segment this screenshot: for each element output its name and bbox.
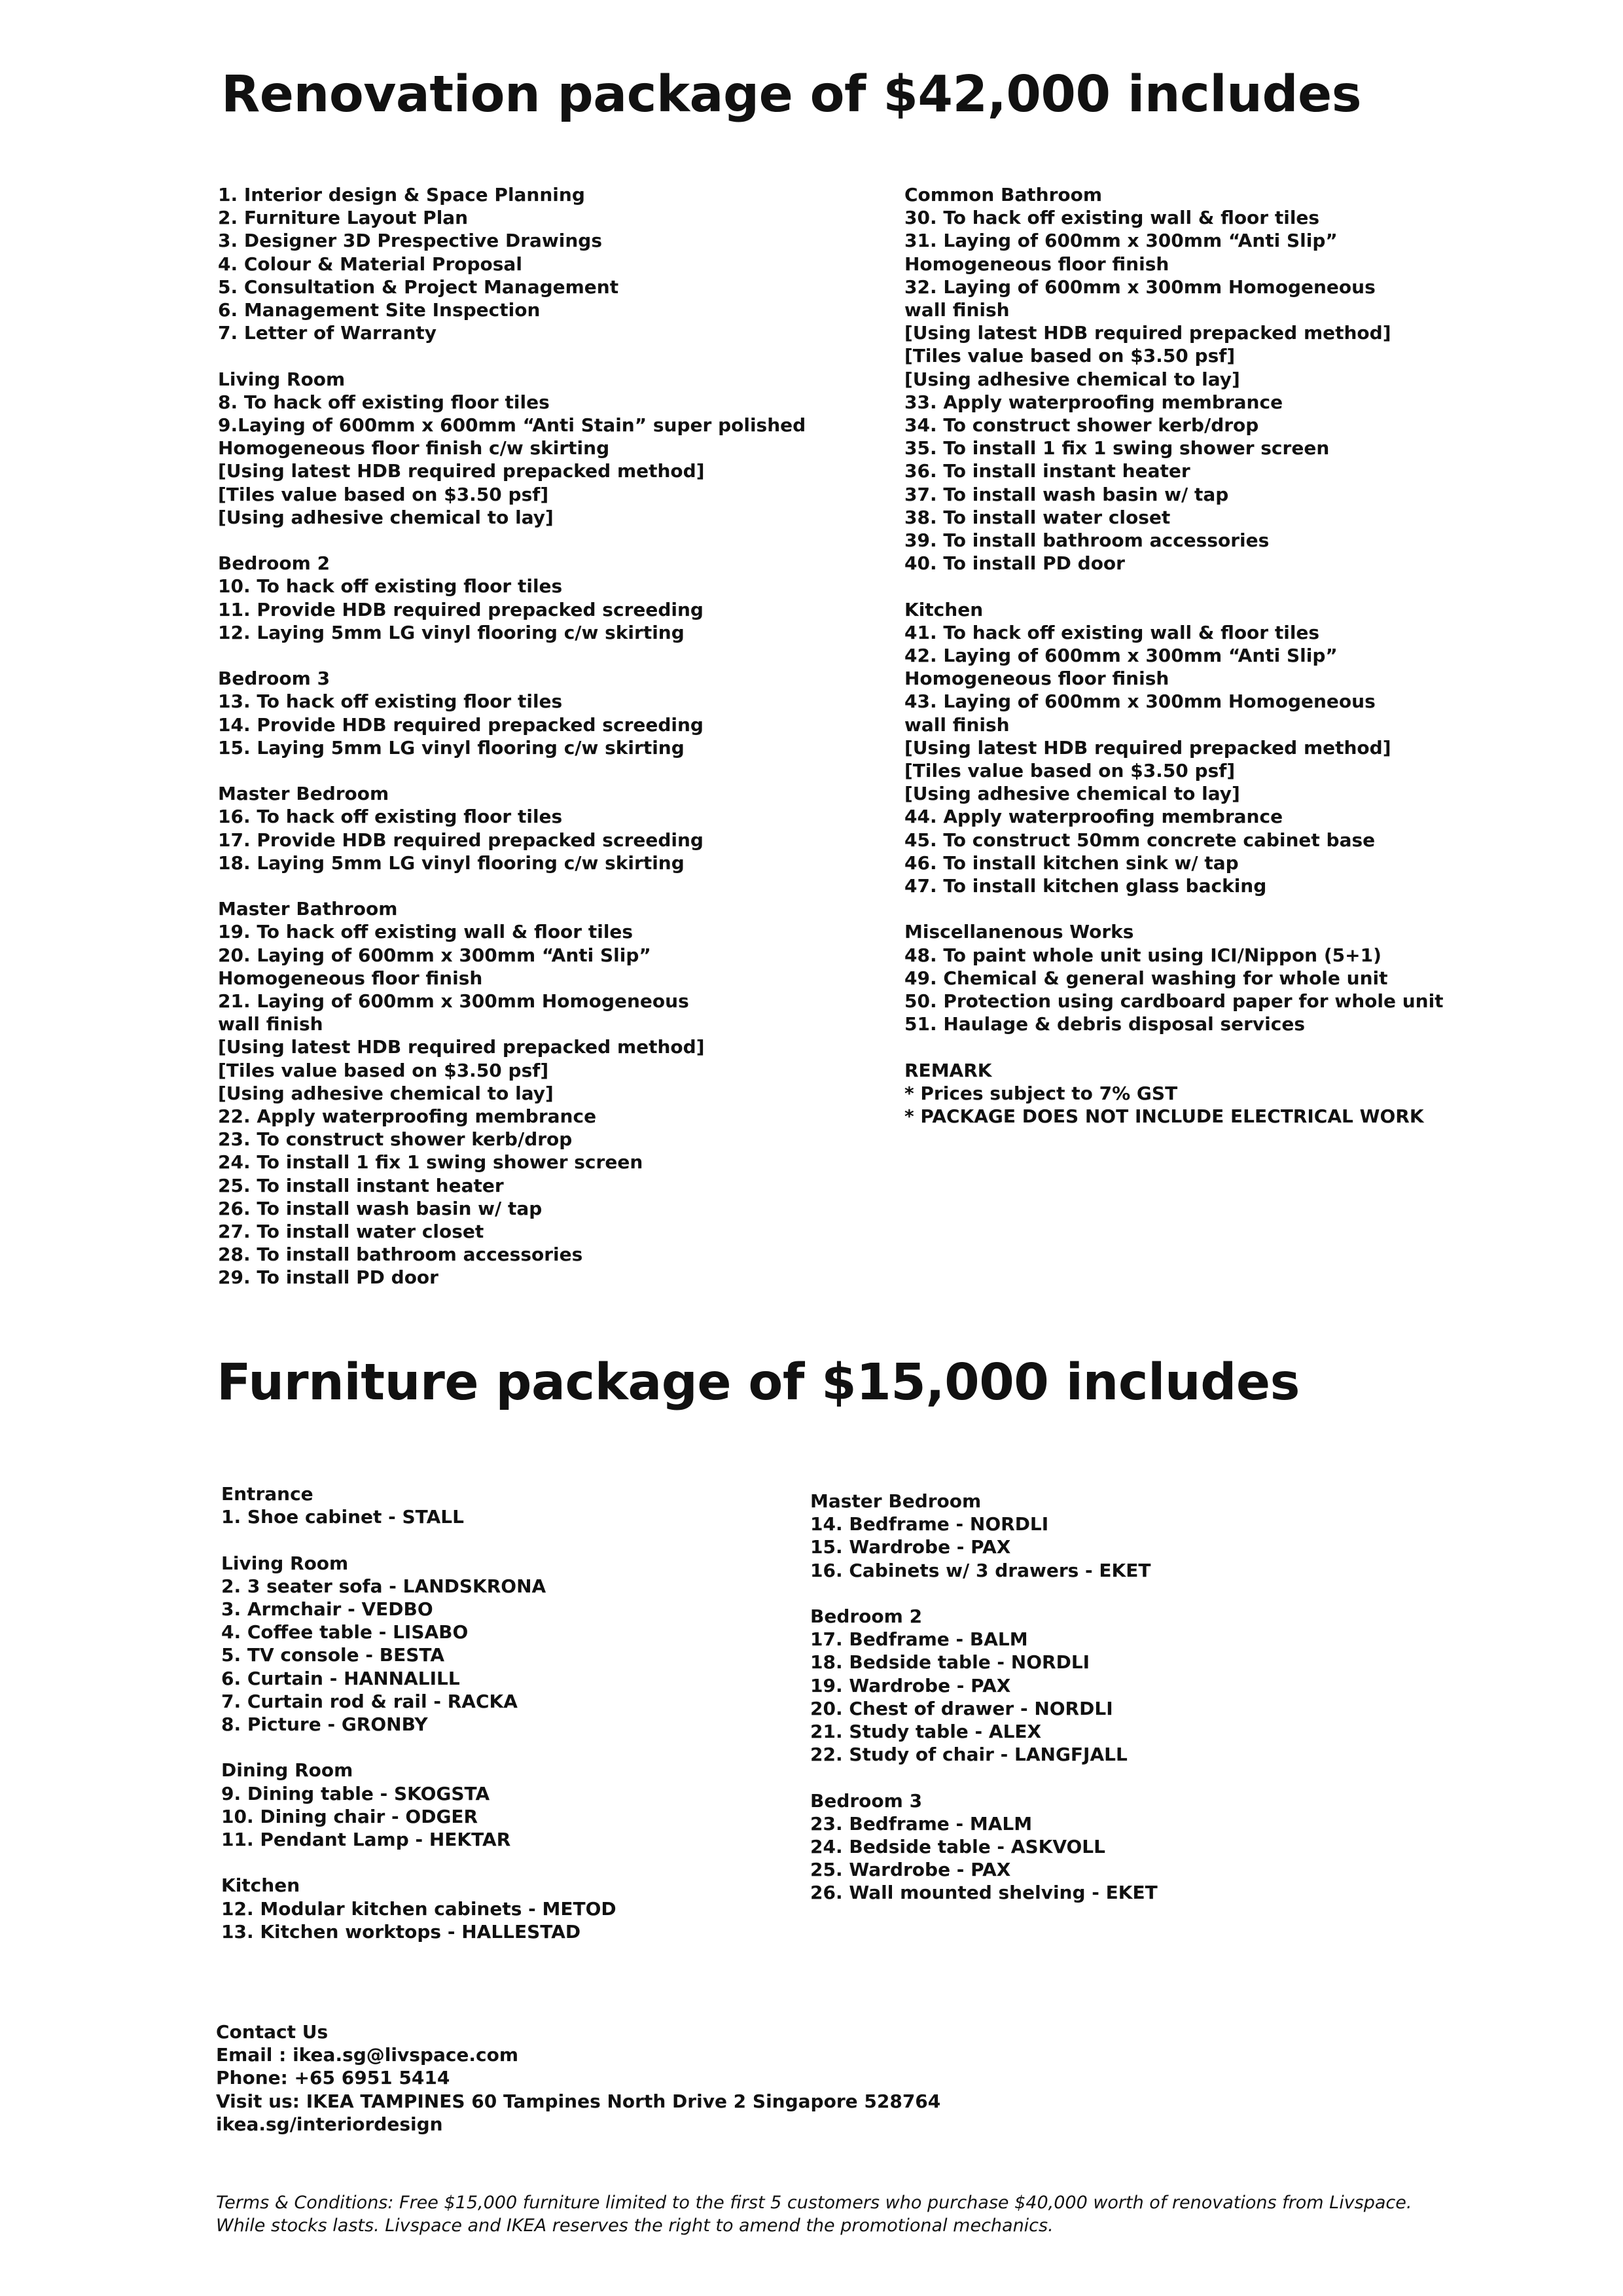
list-item: 1. Shoe cabinet - STALL <box>221 1506 464 1528</box>
list-item: 8. Picture - GRONBY <box>221 1713 428 1736</box>
list-item: [Using latest HDB required prepacked method] <box>904 736 1391 759</box>
list-item: 25. To install instant heater <box>218 1174 504 1196</box>
terms-line: Terms & Conditions: Free $15,000 furniture limited to the first 5 customers who purchase $40,000 worth of renovations from Livspace. <box>216 2193 1412 2213</box>
list-item: 21. Study table - ALEX <box>810 1721 1042 1743</box>
list-item: Bedroom 3 <box>810 1789 923 1812</box>
list-item: Master Bedroom <box>810 1490 982 1512</box>
list-item: 46. To install kitchen sink w/ tap <box>904 852 1239 874</box>
list-item: 42. Laying of 600mm x 300mm “Anti Slip” <box>904 645 1338 667</box>
list-item: 5. TV console - BESTA <box>221 1644 444 1666</box>
list-item: [Using latest HDB required prepacked method] <box>218 1036 705 1058</box>
spacer <box>904 1035 1444 1058</box>
list-item: 6. Curtain - HANNALILL <box>221 1667 460 1689</box>
list-item: 16. Cabinets w/ 3 drawers - EKET <box>810 1559 1151 1581</box>
list-item: wall finish <box>904 713 1010 736</box>
list-item: 11. Provide HDB required prepacked screeding <box>218 598 704 620</box>
list-item: Common Bathroom <box>904 184 1103 206</box>
list-item: 9. Dining table - SKOGSTA <box>221 1782 490 1804</box>
list-item: 13. To hack off existing floor tiles <box>218 691 563 713</box>
list-item: 43. Laying of 600mm x 300mm Homogeneous <box>904 691 1376 713</box>
list-item: 18. Bedside table - NORDLI <box>810 1651 1090 1674</box>
list-item: Homogeneous floor finish c/w skirting <box>218 437 610 459</box>
list-item: 38. To install water closet <box>904 506 1171 528</box>
list-item: * Prices subject to 7% GST <box>904 1082 1178 1104</box>
list-item: 24. Bedside table - ASKVOLL <box>810 1836 1105 1858</box>
list-item: 15. Laying 5mm LG vinyl flooring c/w skirting <box>218 736 685 759</box>
list-item: 11. Pendant Lamp - HEKTAR <box>221 1829 511 1851</box>
list-item: 2. 3 seater sofa - LANDSKRONA <box>221 1575 546 1597</box>
list-item: 4. Colour & Material Proposal <box>218 253 522 275</box>
list-item: 18. Laying 5mm LG vinyl flooring c/w skirting <box>218 852 685 874</box>
list-item: wall finish <box>218 1013 323 1035</box>
list-item: 28. To install bathroom accessories <box>218 1244 583 1266</box>
list-item: Contact Us <box>216 2021 329 2043</box>
list-item: [Using adhesive chemical to lay] <box>218 1082 554 1104</box>
list-item: 10. Dining chair - ODGER <box>221 1805 478 1827</box>
list-item: 51. Haulage & debris disposal services <box>904 1013 1306 1035</box>
list-item: 24. To install 1 fix 1 swing shower screen <box>218 1151 643 1174</box>
list-item: [Tiles value based on $3.50 psf] <box>904 760 1236 782</box>
list-item: REMARK <box>904 1059 992 1081</box>
list-item: * PACKAGE DOES NOT INCLUDE ELECTRICAL WORK <box>904 1105 1424 1128</box>
list-item: 26. Wall mounted shelving - EKET <box>810 1882 1158 1904</box>
list-item: 41. To hack off existing wall & floor tiles <box>904 621 1320 643</box>
list-item: 15. Wardrobe - PAX <box>810 1536 1011 1558</box>
spacer <box>810 1582 1158 1605</box>
list-item: 9.Laying of 600mm x 600mm “Anti Stain” super polished <box>218 414 806 437</box>
list-item: 13. Kitchen worktops - HALLESTAD <box>221 1920 581 1943</box>
list-item: 48. To paint whole unit using ICI/Nippon (5+1) <box>904 944 1382 966</box>
list-item: 39. To install bathroom accessories <box>904 529 1270 552</box>
renovation-right-column <box>904 183 1444 1128</box>
list-item: 10. To hack off existing floor tiles <box>218 575 563 598</box>
list-item: [Using adhesive chemical to lay] <box>904 783 1240 805</box>
list-item: 26. To install wash basin w/ tap <box>218 1197 543 1219</box>
list-item: 35. To install 1 fix 1 swing shower screen <box>904 437 1330 459</box>
furniture-title: Furniture package of $15,000 includes <box>217 1354 1300 1412</box>
list-item: [Using latest HDB required prepacked method] <box>218 460 705 482</box>
list-item: [Using adhesive chemical to lay] <box>904 368 1240 390</box>
list-item: 22. Apply waterproofing membrance <box>218 1105 597 1128</box>
list-item: [Tiles value based on $3.50 psf] <box>904 345 1236 367</box>
list-item: 4. Coffee table - LISABO <box>221 1621 469 1643</box>
list-item: 23. Bedframe - MALM <box>810 1812 1033 1835</box>
spacer <box>218 344 806 367</box>
list-item: 25. Wardrobe - PAX <box>810 1859 1011 1881</box>
list-item: Bedroom 2 <box>218 552 330 575</box>
list-item: Visit us: IKEA TAMPINES 60 Tampines North Drive 2 Singapore 528764 <box>216 2090 941 2112</box>
list-item: Homogeneous floor finish <box>218 967 483 989</box>
list-item: Bedroom 2 <box>810 1605 923 1627</box>
spacer <box>221 1736 616 1759</box>
list-item: Dining Room <box>221 1759 353 1782</box>
list-item: 40. To install PD door <box>904 552 1125 575</box>
list-item: 6. Management Site Inspection <box>218 299 541 321</box>
spacer <box>904 575 1444 598</box>
list-item: 21. Laying of 600mm x 300mm Homogeneous <box>218 990 689 1013</box>
list-item: Phone: +65 6951 5414 <box>216 2067 450 2089</box>
list-item: 12. Laying 5mm LG vinyl flooring c/w skirting <box>218 621 685 643</box>
list-item: 19. To hack off existing wall & floor tiles <box>218 921 633 943</box>
list-item: 19. Wardrobe - PAX <box>810 1674 1011 1696</box>
list-item: Homogeneous floor finish <box>904 253 1169 275</box>
list-item: 14. Provide HDB required prepacked screeding <box>218 713 704 736</box>
list-item: Living Room <box>218 368 346 390</box>
spacer <box>218 759 806 782</box>
list-item: 49. Chemical & general washing for whole unit <box>904 967 1388 989</box>
list-item: 22. Study of chair - LANGFJALL <box>810 1744 1128 1766</box>
list-item: 37. To install wash basin w/ tap <box>904 483 1229 505</box>
furniture-right-column <box>810 1490 1158 1905</box>
list-item: Master Bedroom <box>218 783 389 805</box>
spacer <box>810 1766 1158 1789</box>
spacer <box>221 1851 616 1874</box>
list-item: 20. Laying of 600mm x 300mm “Anti Slip” <box>218 944 651 966</box>
list-item: Kitchen <box>904 598 984 620</box>
spacer <box>218 874 806 897</box>
list-item: 33. Apply waterproofing membrance <box>904 391 1283 413</box>
list-item: 45. To construct 50mm concrete cabinet base <box>904 829 1376 851</box>
renovation-left-column <box>218 183 806 1289</box>
terms-line: While stocks lasts. Livspace and IKEA reserves the right to amend the promotional mechanics. <box>216 2215 1054 2236</box>
list-item: 7. Letter of Warranty <box>218 322 437 344</box>
list-item: Email : ikea.sg@livspace.com <box>216 2044 519 2066</box>
list-item: 50. Protection using cardboard paper for whole unit <box>904 990 1444 1013</box>
list-item: 44. Apply waterproofing membrance <box>904 806 1283 828</box>
list-item: [Using latest HDB required prepacked method] <box>904 322 1391 344</box>
list-item: 34. To construct shower kerb/drop <box>904 414 1259 437</box>
contact-block <box>216 2020 940 2136</box>
furniture-left-column <box>221 1482 616 1943</box>
list-item: Entrance <box>221 1483 313 1505</box>
list-item: 5. Consultation & Project Management <box>218 276 619 298</box>
list-item: 20. Chest of drawer - NORDLI <box>810 1697 1113 1719</box>
list-item: 1. Interior design & Space Planning <box>218 184 585 206</box>
list-item: 47. To install kitchen glass backing <box>904 875 1267 897</box>
spacer <box>218 644 806 667</box>
list-item: 17. Bedframe - BALM <box>810 1628 1028 1651</box>
spacer <box>221 1528 616 1551</box>
terms-and-conditions <box>216 2191 1590 2237</box>
list-item: 8. To hack off existing floor tiles <box>218 391 550 413</box>
list-item: [Tiles value based on $3.50 psf] <box>218 1059 549 1081</box>
list-item: 32. Laying of 600mm x 300mm Homogeneous <box>904 276 1376 298</box>
spacer <box>218 529 806 552</box>
list-item: 17. Provide HDB required prepacked screeding <box>218 829 704 851</box>
list-item: 3. Armchair - VEDBO <box>221 1598 433 1620</box>
list-item: 27. To install water closet <box>218 1221 484 1243</box>
renovation-title: Renovation package of $42,000 includes <box>221 65 1362 124</box>
list-item: Kitchen <box>221 1874 300 1897</box>
list-item: 31. Laying of 600mm x 300mm “Anti Slip” <box>904 230 1338 252</box>
list-item: 36. To install instant heater <box>904 460 1190 482</box>
list-item: 14. Bedframe - NORDLI <box>810 1513 1049 1535</box>
list-item: Miscellanenous Works <box>904 921 1134 943</box>
list-item: Bedroom 3 <box>218 668 330 690</box>
list-item: 7. Curtain rod & rail - RACKA <box>221 1690 518 1712</box>
list-item: 12. Modular kitchen cabinets - METOD <box>221 1897 616 1920</box>
list-item: Master Bathroom <box>218 898 398 920</box>
spacer <box>904 897 1444 920</box>
list-item: Homogeneous floor finish <box>904 668 1169 690</box>
list-item: 2. Furniture Layout Plan <box>218 207 469 229</box>
list-item: 23. To construct shower kerb/drop <box>218 1128 573 1151</box>
list-item: 16. To hack off existing floor tiles <box>218 806 563 828</box>
list-item: ikea.sg/interiordesign <box>216 2113 443 2135</box>
list-item: 3. Designer 3D Prespective Drawings <box>218 230 603 252</box>
list-item: [Using adhesive chemical to lay] <box>218 506 554 528</box>
list-item: Living Room <box>221 1552 349 1574</box>
list-item: wall finish <box>904 299 1010 321</box>
list-item: 29. To install PD door <box>218 1266 438 1289</box>
list-item: [Tiles value based on $3.50 psf] <box>218 483 549 505</box>
list-item: 30. To hack off existing wall & floor tiles <box>904 207 1320 229</box>
